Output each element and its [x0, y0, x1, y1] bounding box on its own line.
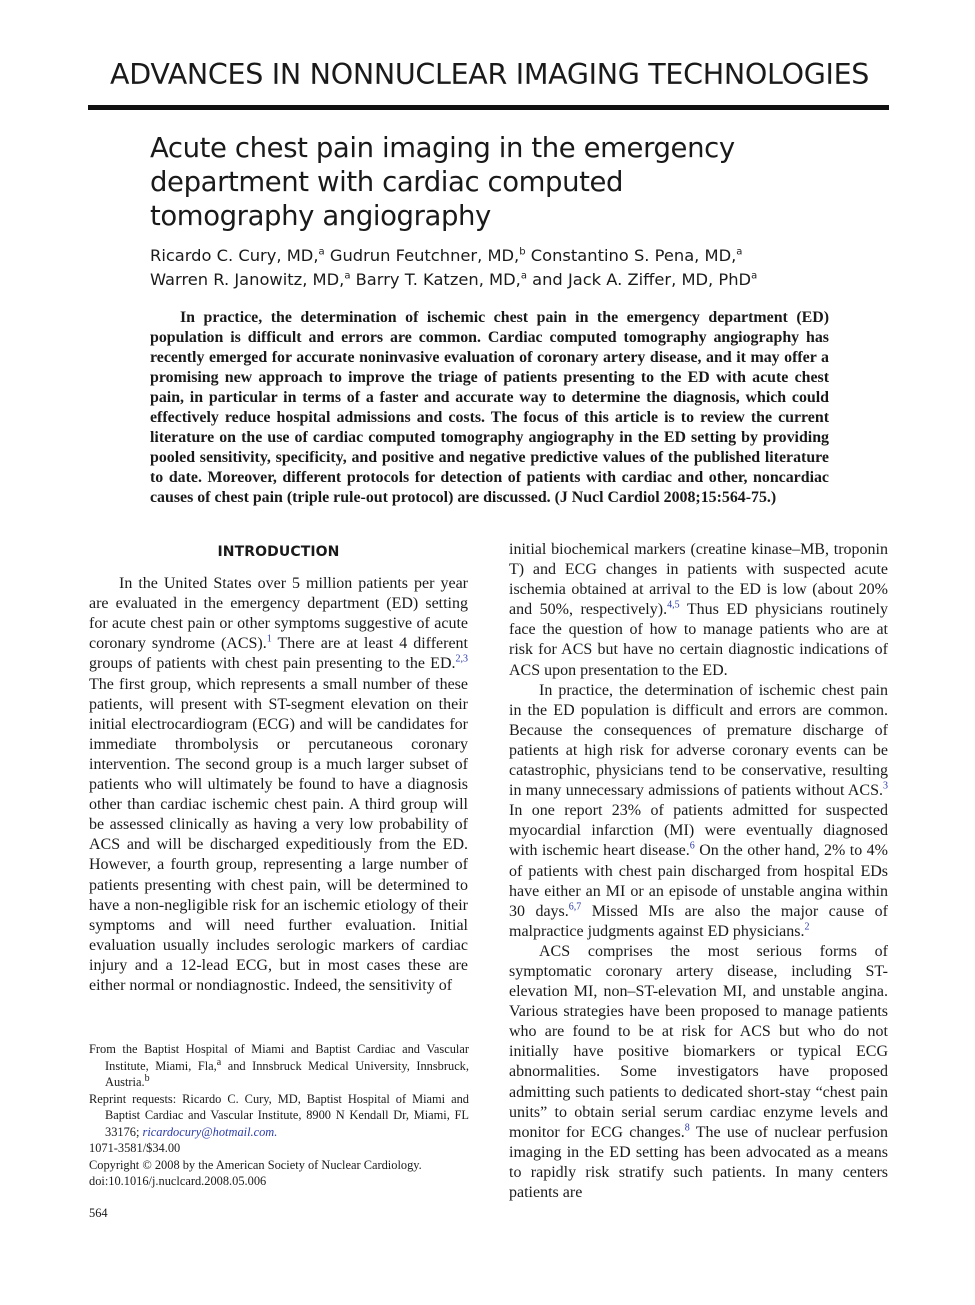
body-column-left	[89, 540, 468, 996]
email-link[interactable]: ricardocury@hotmail.com.	[142, 1124, 278, 1139]
body-column-right	[509, 540, 888, 1203]
footnote-text: From the Baptist Hospital of Miami and Baptist Cardiac and Vascular Institute, Miami, Fla,	[89, 1042, 469, 1073]
author-affiliation: a	[318, 246, 325, 258]
affiliation-footnote	[89, 1041, 469, 1091]
reference-link[interactable]: 6,7	[568, 901, 582, 913]
reference-link[interactable]: 6	[689, 841, 695, 853]
footnotes	[89, 1041, 469, 1190]
section-header: ADVANCES IN NONNUCLEAR IMAGING TECHNOLOGIES	[110, 58, 870, 91]
author-affiliation: a	[751, 270, 758, 282]
body-text: Thus ED physicians routinely face the question of how to manage patients who are at risk for ACS but have no certain diagnostic indications of ACS upon presentation to the ED.	[509, 601, 888, 679]
article-title: Acute chest pain imaging in the emergency department with cardiac computed tomography angiography	[150, 132, 735, 232]
body-paragraph	[509, 681, 888, 942]
author-affiliation: a	[736, 246, 743, 258]
header-rule	[88, 105, 889, 110]
body-paragraph	[509, 540, 888, 681]
author-list	[150, 244, 850, 292]
section-heading-introduction: INTRODUCTION	[217, 544, 340, 560]
reference-link[interactable]: 2,3	[455, 654, 468, 666]
footnote-text: and Innsbruck Medical University, Innsbruck, Austria.	[105, 1058, 469, 1089]
body-text: initial biochemical markers (creatine kinase–MB, troponin T) and ECG changes in patients with suspected acute ischemia obtained at arrival to the ED is low (about 20% and 50%, respectively).	[509, 541, 888, 619]
body-text: There are at least 4 different groups of patients with chest pain presenting to the ED.	[89, 635, 469, 673]
copyright-line: Copyright © 2008 by the American Society of Nuclear Cardiology.	[89, 1157, 422, 1172]
body-text: The use of nuclear perfusion imaging in the ED setting has been advocated as a means to rapidly risk stratify such patients. In many centers patients are	[509, 1123, 888, 1201]
body-text: In practice, the determination of ischemic chest pain in the ED population is difficult and errors are common. Because the consequences of premature discharge of patients at high risk for adverse coronary events can be catastrophic, physicians tend to be conservative, resulting in many unnecessary admissions of patients without ACS.	[509, 681, 888, 800]
author-name: Warren R. Janowitz, MD,	[150, 270, 345, 289]
reference-link[interactable]: 8	[684, 1122, 690, 1134]
body-text: ACS comprises the most serious forms of symptomatic coronary artery disease, including ST-elevation MI, non–ST-elevation MI, and unstable angina. Various strategies have been proposed to manage patients who are found to be at risk for ACS but who do not initially have positive biomarkers or typical ECG abnormalities. Some investigators have proposed admitting such patients to dedicated short-stay “chest pain units” to obtain serial serum cardiac enzyme levels and monitor for ECG changes.	[509, 942, 888, 1141]
body-text: The first group, which represents a small number of these patients, will present with ST-segment elevation on their initial electrocardiogram (ECG) and will be candidates for immediate thrombolysis or percutaneous coronary intervention. The second group is a much larger subset of patients who will ultimately be found to have a diagnosis other than cardiac ischemic chest pain. A third group will be assessed clinically as having a very low probability of ACS and will be discharged expeditiously from the ED. However, a fourth group, representing a large number of patients presenting with chest pain, will be determined to have a non-negligible risk for an ischemic etiology of their symptoms and will need further evaluation. Initial evaluation usually includes serologic markers of cardiac injury and a 12-lead ECG, but in most cases these are either normal or nondiagnostic. Indeed, the sensitivity of	[89, 675, 468, 994]
author-affiliation: a	[344, 270, 351, 282]
body-text: In the United States over 5 million patients per year are evaluated in the emergency department (ED) setting for acute chest pain or other symptoms suggestive of acute coronary syndrome (ACS).	[89, 575, 468, 653]
author-affiliation: a	[520, 270, 527, 282]
body-text: Missed MIs are also the major cause of malpractice judgments against ED physicians.	[509, 902, 889, 940]
reprint-footnote	[89, 1091, 469, 1141]
author-name: Gudrun Feutchner, MD,	[329, 246, 520, 265]
author-name: and Jack A. Ziffer, MD, PhD	[532, 270, 752, 289]
footnote-affiliation: b	[144, 1072, 150, 1084]
issn-line: 1071-3581/$34.00	[89, 1141, 181, 1155]
footnote-affiliation: a	[216, 1056, 222, 1068]
body-text: In one report 23% of patients admitted for suspected myocardial infarction (MI) were eventually diagnosed with ischemic heart disease.	[509, 802, 888, 860]
reference-link[interactable]: 4,5	[667, 599, 680, 611]
reference-link[interactable]: 2	[804, 921, 810, 933]
footnote-text: Reprint requests: Ricardo C. Cury, MD, Baptist Hospital of Miami and Baptist Cardiac and Vascular Institute, 8900 N Kendall Dr, Miami, FL 33176;	[89, 1091, 469, 1139]
author-name: Ricardo C. Cury, MD,	[150, 246, 319, 265]
body-text: On the other hand, 2% to 4% of patients with chest pain discharged from hospital EDs have either an MI or an episode of unstable angina within 30 days.	[509, 842, 888, 920]
body-paragraph	[89, 574, 468, 996]
page-number: 564	[89, 1206, 108, 1220]
author-name: Barry T. Katzen, MD,	[355, 270, 521, 289]
author-affiliation: b	[519, 246, 526, 258]
doi-line: doi:10.1016/j.nuclcard.2008.05.006	[89, 1174, 267, 1188]
author-name: Constantino S. Pena, MD,	[530, 246, 737, 265]
body-paragraph	[509, 942, 888, 1203]
abstract: In practice, the determination of ischemic chest pain in the emergency department (ED) population is difficult and errors are common. Cardiac computed tomography angiography has recently emerged for accurate noninvasive evaluation of coronary artery disease, and it may offer a promising new approach to improve the triage of patients presenting to the ED with acute chest pain, in particular in terms of a faster and accurate way to determine the diagnosis, which could effectively reduce hospital admissions and costs. The focus of this article is to review the current literature on the use of cardiac computed tomography angiography in the ED setting by providing pooled sensitivity, specificity, and positive and negative predictive values of the published literature to date. Moreover, different protocols for detection of patients with cardiac and other, noncardiac causes of chest pain (triple rule-out protocol) are discussed. (J Nucl Cardiol 2008;15:564-75.)	[150, 309, 829, 506]
reference-link[interactable]: 1	[266, 634, 272, 646]
reference-link[interactable]: 3	[883, 780, 888, 792]
